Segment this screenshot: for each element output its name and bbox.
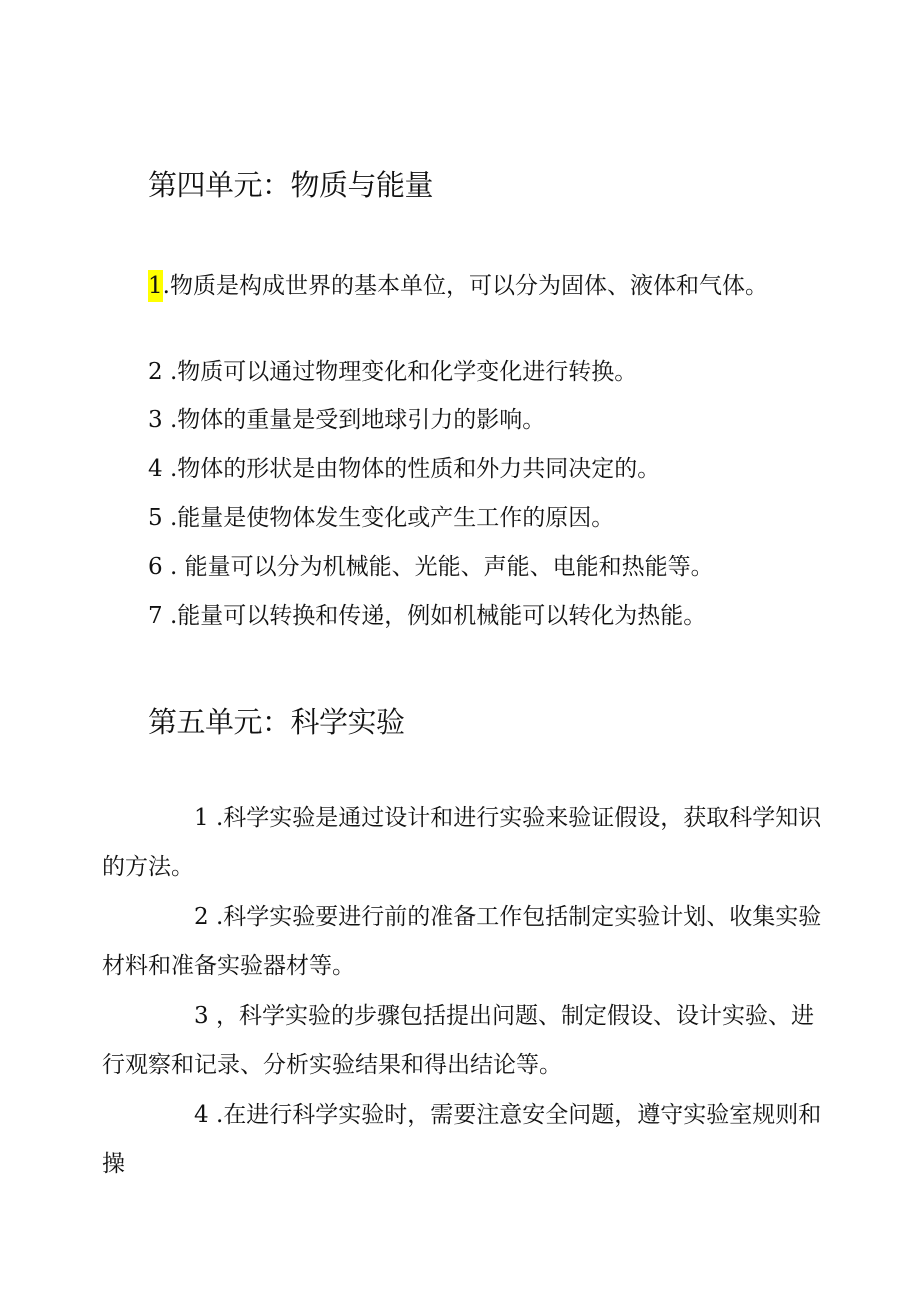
unit5-item-4 bbox=[102, 1091, 824, 1189]
item-text: .物体的重量是受到地球引力的影响。 bbox=[162, 407, 546, 433]
item-number: 4 bbox=[194, 1102, 209, 1128]
item-text: .物质是构成世界的基本单位，可以分为固体、液体和气体。 bbox=[162, 273, 768, 299]
item-number: 2 bbox=[148, 359, 163, 385]
unit5-item-1 bbox=[102, 794, 824, 892]
item-number: 3 bbox=[194, 1003, 209, 1029]
unit5-item-3 bbox=[102, 992, 824, 1090]
item-number: 6 bbox=[148, 554, 163, 580]
item-number: 2 bbox=[194, 904, 209, 930]
unit4-heading: 第四单元：物质与能量 bbox=[148, 168, 434, 202]
item-text: .科学实验是通过设计和进行实验来验证假设，获取科学知识的方法。 bbox=[102, 805, 822, 880]
unit4-item-1 bbox=[148, 270, 768, 302]
item-number: 5 bbox=[148, 505, 163, 531]
unit5-heading: 第五单元：科学实验 bbox=[148, 705, 405, 739]
item-number: 7 bbox=[148, 603, 163, 629]
unit5-item-2 bbox=[102, 893, 824, 991]
item-text: ，科学实验的步骤包括提出问题、制定假设、设计实验、进行观察和记录、分析实验结果和得出结论等。 bbox=[102, 1003, 814, 1078]
item-number: 3 bbox=[148, 407, 163, 433]
item-number: 4 bbox=[148, 456, 163, 482]
item-text: . 能量可以分为机械能、光能、声能、电能和热能等。 bbox=[162, 554, 714, 580]
unit4-item-6 bbox=[148, 551, 714, 583]
unit4-item-5 bbox=[148, 502, 614, 534]
unit4-item-2 bbox=[148, 356, 637, 388]
item-text: .科学实验要进行前的准备工作包括制定实验计划、收集实验材料和准备实验器材等。 bbox=[102, 904, 822, 979]
item-text: .能量是使物体发生变化或产生工作的原因。 bbox=[162, 505, 615, 531]
item-text: .在进行科学实验时，需要注意安全问题，遵守实验室规则和操 bbox=[102, 1102, 822, 1177]
unit4-item-4 bbox=[148, 453, 660, 485]
item-number: 1 bbox=[194, 805, 209, 831]
item-text: .物质可以通过物理变化和化学变化进行转换。 bbox=[162, 359, 638, 385]
item-number: 1 bbox=[148, 270, 163, 302]
item-text: .能量可以转换和传递，例如机械能可以转化为热能。 bbox=[162, 603, 707, 629]
unit4-item-7 bbox=[148, 600, 706, 632]
item-text: .物体的形状是由物体的性质和外力共同决定的。 bbox=[162, 456, 661, 482]
unit4-item-3 bbox=[148, 404, 545, 436]
